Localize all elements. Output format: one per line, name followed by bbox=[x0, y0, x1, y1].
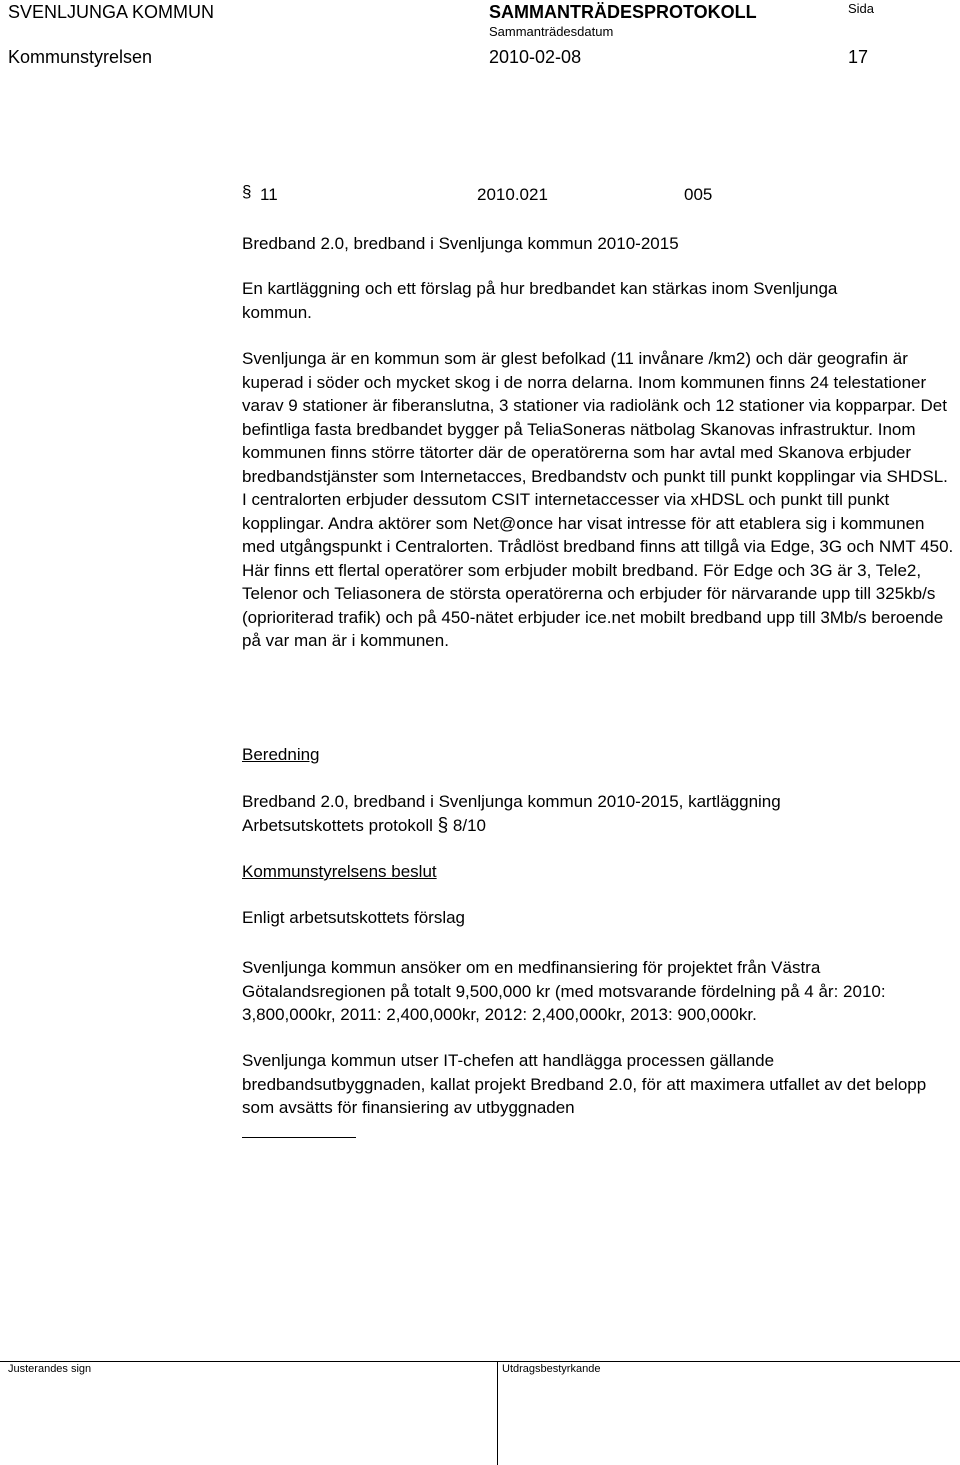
section-sign: § bbox=[242, 182, 252, 201]
decision-heading: Kommunstyrelsens beslut bbox=[242, 862, 437, 881]
meeting-date-label: Sammanträdesdatum bbox=[489, 24, 614, 39]
preparation-heading: Beredning bbox=[242, 745, 320, 764]
protocol-reference: 8/10 bbox=[452, 816, 487, 835]
signature-divider bbox=[497, 1361, 498, 1465]
item-title: Bredband 2.0, bredband i Svenljunga kommun 2010-2015 bbox=[242, 234, 679, 253]
page-label: Sida bbox=[848, 1, 875, 16]
section-sign: § bbox=[437, 815, 449, 836]
decision-paragraph-2: Svenljunga kommun utser IT-chefen att handlägga processen gällande bredbandsutbyggnaden, kallat projekt Bredband 2.0, för att maximera utfallet av det belopp som avsätts för finansiering av utbyggnaden bbox=[242, 1051, 927, 1117]
item-number: 11 bbox=[260, 185, 278, 204]
preparation-protocol bbox=[242, 815, 486, 837]
preparation-document: Bredband 2.0, bredband i Svenljunga kommun 2010-2015, kartläggning bbox=[242, 792, 781, 811]
decision-paragraph-1: Svenljunga kommun ansöker om en medfinansiering för projektet från Västra Götalandsregionen på totalt 9,500,000 kr (med motsvarande fördelning på 4 år: 2010: 3,800,000kr, 2011: 2,400,000kr, 2012: 2,400,000kr, 2013: 900,000kr. bbox=[242, 958, 886, 1024]
signature-rule bbox=[0, 1361, 960, 1362]
signature-right-label: Utdragsbestyrkande bbox=[502, 1363, 601, 1375]
item-summary: En kartläggning och ett förslag på hur bredbandet kan stärkas inom Svenljunga kommun. bbox=[242, 279, 838, 322]
protocol-prefix: Arbetsutskottets protokoll bbox=[242, 816, 433, 835]
case-number: 2010.021 bbox=[477, 185, 548, 204]
decision-basis: Enligt arbetsutskottets förslag bbox=[242, 908, 466, 927]
meeting-date: 2010-02-08 bbox=[489, 47, 582, 67]
page-number: 17 bbox=[848, 47, 869, 67]
municipality-name: SVENLJUNGA KOMMUN bbox=[8, 2, 215, 22]
document-type: SAMMANTRÄDESPROTOKOLL bbox=[489, 2, 757, 22]
item-code: 005 bbox=[684, 185, 713, 204]
end-rule bbox=[242, 1137, 356, 1138]
item-description: Svenljunga är en kommun som är glest befolkad (11 invånare /km2) och där geografin är kuperad i söder och mycket skog i de norra delarna. Inom kommunen finns 24 telestationer varav 9 stationer är fiberanslutna, 3 stationer via radiolänk och 12 stationer via kopparpar. Det befintliga fasta bredbandet bygger på TeliaSoneras nätbolag Skanovas infrastruktur. Inom kommunen finns större tätorter där de operatörerna som har avtal med Skanova erbjuder bredbandstjänster som Internetacces, Bredbandstv och punkt till punkt kopplingar via SHDSL. I centralorten erbjuder dessutom CSIT internetaccesser via xHDSL och punkt till punkt kopplingar. Andra aktörer som Net@once har visat intresse för att etablera sig i kommunen med utgångspunkt i Centralorten. Trådlöst bredband finns att tillgå via Edge, 3G och NMT 450. Här finns ett flertal operatörer som erbjuder mobilt bredband. För Edge och 3G är 3, Tele2, Telenor och Teliasonera de största operatörerna och erbjuder för närvarande upp till 325kb/s (oprioriterad trafik) och på 450-nätet erbjuder ice.net mobilt bredband upp till 3Mb/s beroende på var man är i kommunen. bbox=[242, 349, 954, 650]
board-name: Kommunstyrelsen bbox=[8, 47, 153, 67]
signature-left-label: Justerandes sign bbox=[8, 1363, 92, 1375]
